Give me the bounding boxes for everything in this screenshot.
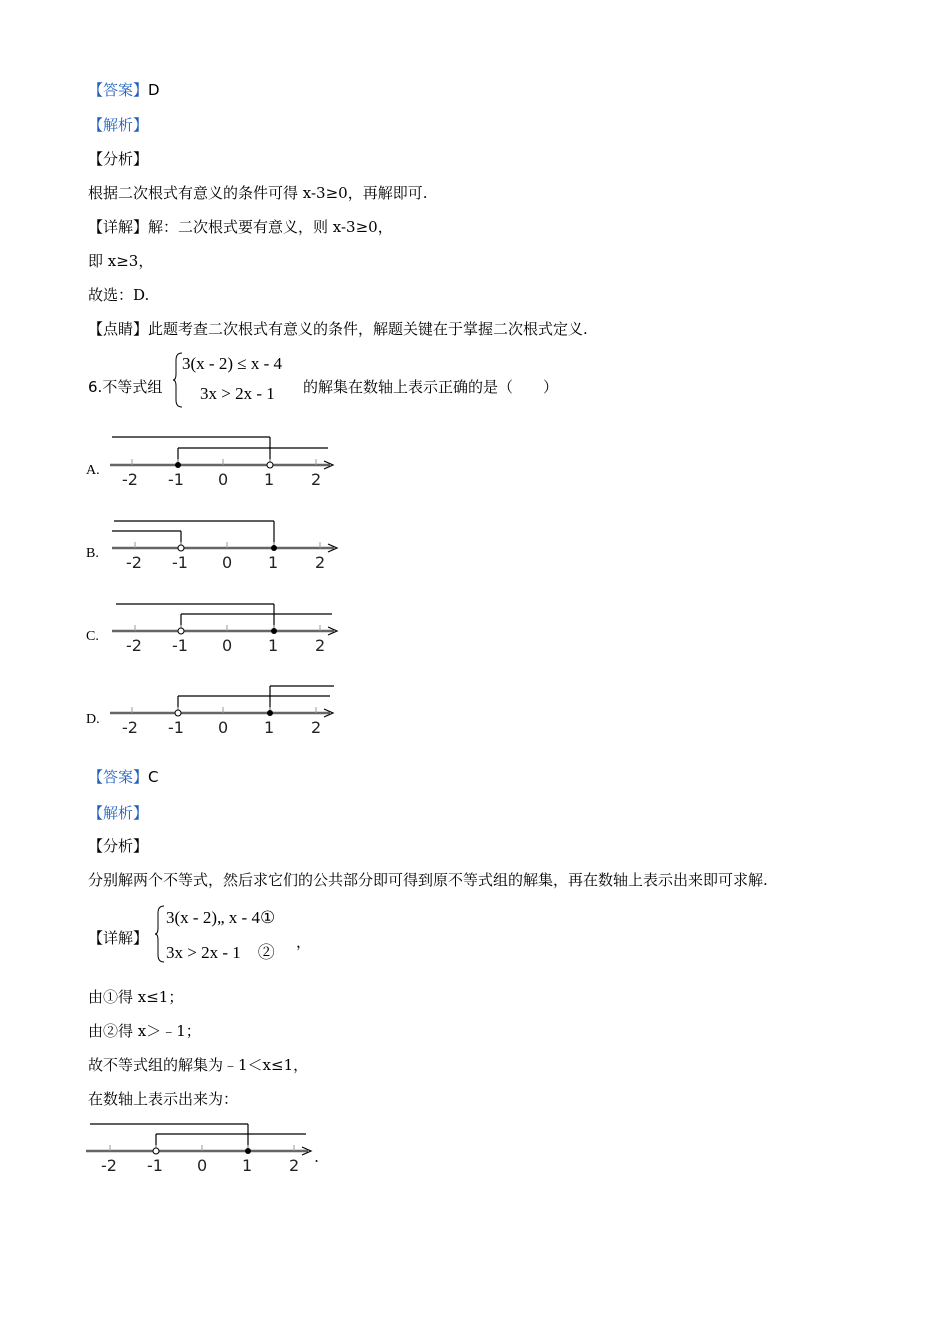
step-text: 故不等式组的解集为﹣1＜x≤1， xyxy=(88,1056,309,1074)
answer-value: C xyxy=(148,768,159,786)
tick-label: -1 xyxy=(172,553,188,572)
tick-label: 2 xyxy=(315,553,326,572)
final-period: . xyxy=(314,1147,320,1166)
stem-suffix: 的解集在数轴上表示正确的是（ ） xyxy=(303,378,559,396)
stem-prefix: 不等式组 xyxy=(102,378,163,396)
tick-label: 1 xyxy=(264,470,275,489)
open-dot xyxy=(153,1148,159,1154)
dianjing-text: 【点睛】此题考查二次根式有意义的条件，解题关键在于掌握二次根式定义. xyxy=(88,320,588,338)
tick-label: -1 xyxy=(172,636,188,655)
tick-label: 2 xyxy=(315,636,326,655)
detail-line-2: 3x > 2x - 1 ② xyxy=(166,943,275,962)
tick-label: -2 xyxy=(122,718,138,737)
system-line-2: 3x > 2x - 1 xyxy=(200,384,275,403)
tick-label: 1 xyxy=(268,636,279,655)
tick-label: 2 xyxy=(311,470,322,489)
tick-label: 1 xyxy=(264,718,275,737)
detail-line-1: 3(x - 2)„ x - 4① xyxy=(166,908,276,927)
tick-label: 2 xyxy=(311,718,322,737)
tick-label: -1 xyxy=(168,470,184,489)
tick-label: -2 xyxy=(101,1156,117,1175)
detail-text: 【详解】解：二次根式要有意义，则 x-3≥0， xyxy=(88,218,393,236)
step-text: 在数轴上表示出来为： xyxy=(88,1090,239,1108)
detail-comma: ， xyxy=(296,933,312,951)
tick-label: -1 xyxy=(168,718,184,737)
question-number: 6. xyxy=(88,378,103,396)
answer-tag: 【答案】 xyxy=(88,81,149,99)
step-text: 由②得 x＞﹣1； xyxy=(88,1022,201,1040)
step-text: 即 x≥3， xyxy=(88,252,154,270)
tick-label: 2 xyxy=(289,1156,300,1175)
option-c-label: C. xyxy=(86,629,99,644)
system-line-1: 3(x - 2) ≤ x - 4 xyxy=(182,354,282,373)
tick-label: 1 xyxy=(242,1156,253,1175)
tick-label: 0 xyxy=(222,553,233,572)
answer-tag: 【答案】 xyxy=(88,768,149,786)
filled-dot xyxy=(245,1148,251,1154)
tick-label: 0 xyxy=(197,1156,208,1175)
fenxi-text: 分别解两个不等式，然后求它们的公共部分即可得到原不等式组的解集，再在数轴上表示出来即可求解. xyxy=(88,871,768,889)
tick-label: 0 xyxy=(218,718,229,737)
tick-label: -2 xyxy=(122,470,138,489)
jiexi-heading: 【解析】 xyxy=(88,804,149,822)
fenxi-heading: 【分析】 xyxy=(88,837,149,855)
tick-label: -2 xyxy=(126,553,142,572)
tick-label: -2 xyxy=(126,636,142,655)
fenxi-heading: 【分析】 xyxy=(88,150,149,168)
option-a-label: A. xyxy=(86,463,100,478)
option-b-label: B. xyxy=(86,546,99,561)
tick-label: 1 xyxy=(268,553,279,572)
option-d-label: D. xyxy=(86,712,100,727)
detail-tag: 【详解】 xyxy=(88,929,149,947)
fenxi-text: 根据二次根式有意义的条件可得 x-3≥0，再解即可. xyxy=(88,184,428,202)
step-text: 由①得 x≤1； xyxy=(88,988,184,1006)
answer-value: D xyxy=(148,81,160,99)
choose-text: 故选：D. xyxy=(88,286,150,304)
jiexi-heading: 【解析】 xyxy=(88,116,149,134)
tick-label: -1 xyxy=(147,1156,163,1175)
tick-label: 0 xyxy=(222,636,233,655)
tick-label: 0 xyxy=(218,470,229,489)
